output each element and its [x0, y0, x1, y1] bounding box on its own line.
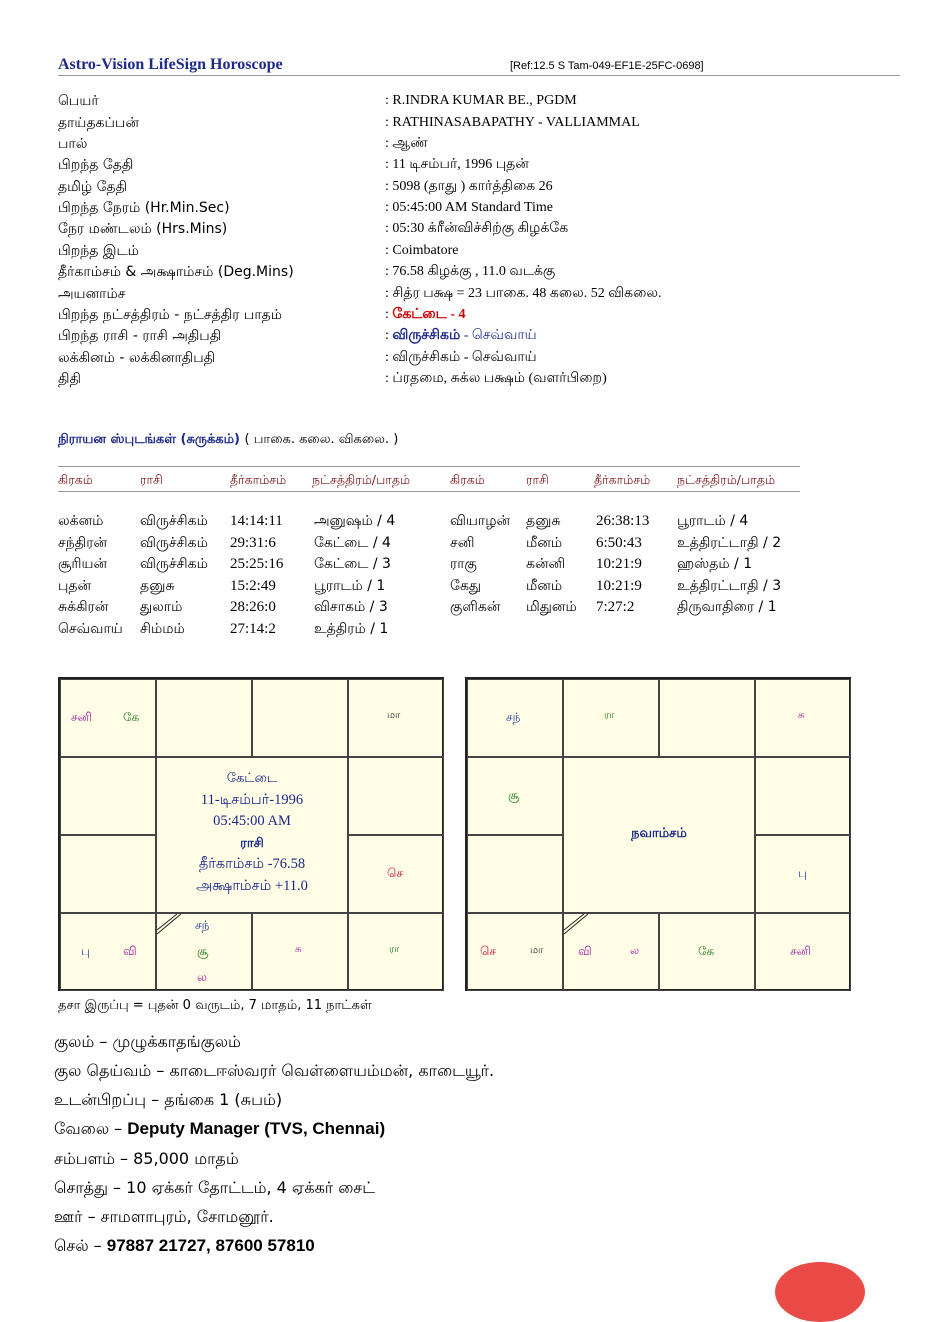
- center-chart-name: ராசி: [240, 835, 264, 851]
- planet-glyph: பு: [81, 944, 90, 958]
- dasha-balance: தசா இருப்பு = புதன் 0 வருடம், 7 மாதம், 11 நாட்கள்: [58, 998, 372, 1013]
- positions-subtitle: ( பாகை. கலை. விகலை. ): [244, 432, 399, 447]
- planet-glyph: சு: [295, 944, 302, 955]
- detail-value: : 05:45:00 AM Standard Time: [385, 200, 554, 215]
- planet-rasi: விருச்சிகம்: [140, 556, 208, 572]
- detail-value: [385, 328, 537, 344]
- planet-star: உத்திரட்டாதி / 2: [677, 535, 782, 551]
- planet-rasi: மீனம்: [526, 578, 563, 594]
- info-value: முழுக்காதங்குலம்: [112, 1032, 241, 1051]
- planet-glyph: சனி: [71, 710, 92, 724]
- detail-label: தீர்காம்சம் & அக்ஷாம்சம் (Deg.Mins): [58, 264, 294, 280]
- header-divider: [58, 75, 900, 76]
- rasi-center: [156, 757, 348, 913]
- floating-action-button[interactable]: [775, 1262, 865, 1322]
- rasi-house-kanni: [348, 913, 444, 991]
- planet-glyph: செ: [387, 866, 403, 880]
- detail-value: : சித்ர பக்ஷ = 23 பாகை. 48 கலை. 52 விகலை.: [385, 286, 662, 301]
- col-header: கிரகம்: [450, 472, 485, 487]
- planet-rasi: தனுசு: [140, 578, 175, 594]
- col-header: நட்சத்திரம்/பாதம்: [677, 472, 776, 487]
- planet-star: அனுஷம் / 4: [314, 513, 396, 529]
- rasi-house-mesham: [156, 679, 252, 757]
- info-value: காடைஈஸ்வரர் வெள்ளையம்மன், காடையூர்.: [169, 1061, 495, 1080]
- detail-value: : 76.58 கிழக்கு , 11.0 வடக்கு: [385, 264, 556, 279]
- col-header: ராசி: [140, 472, 163, 487]
- rasi-chart: [58, 677, 444, 991]
- planet-glyph: சனி: [790, 944, 811, 958]
- detail-value: : விருச்சிகம் - செவ்வாய்: [385, 350, 537, 365]
- planet-glyph: செ: [480, 944, 496, 958]
- document-title: Astro-Vision LifeSign Horoscope: [58, 56, 283, 73]
- planet-star: உத்திரம் / 1: [314, 621, 389, 637]
- info-label: உடன்பிறப்பு –: [54, 1090, 165, 1109]
- planet-rasi: சிம்மம்: [140, 621, 185, 637]
- info-label: குலம் –: [54, 1032, 113, 1051]
- planet-glyph: சந்: [195, 918, 210, 932]
- reference-code: [Ref:12.5 S Tam-049-EF1E-25FC-0698]: [510, 60, 704, 72]
- planet-star: கேட்டை / 3: [314, 556, 391, 572]
- planet-glyph: ல: [197, 970, 207, 984]
- center-longitude: தீர்காம்சம் -76.58: [198, 856, 306, 872]
- planet-rasi: துலாம்: [140, 599, 183, 615]
- detail-label: பால்: [58, 136, 88, 152]
- navamsa-house-meenam: [467, 679, 563, 757]
- detail-label: பிறந்த நேரம் (Hr.Min.Sec): [58, 200, 230, 216]
- detail-label: தமிழ் தேதி: [58, 179, 128, 195]
- planet-glyph: மா: [530, 945, 544, 956]
- detail-value: : Coimbatore: [385, 243, 459, 258]
- detail-label: பிறந்த நட்சத்திரம் - நட்சத்திர பாதம்: [58, 307, 283, 323]
- rasi-house-mithunam: [348, 679, 444, 757]
- detail-colon: :: [385, 328, 389, 343]
- planet-glyph: ரா: [604, 710, 615, 721]
- positions-title: [58, 432, 398, 448]
- info-line: [54, 1061, 494, 1082]
- detail-value: [385, 307, 465, 323]
- info-value: Deputy Manager (TVS, Chennai): [127, 1119, 386, 1138]
- planet-long: 7:27:2: [596, 599, 635, 615]
- navamsa-house-vrischikam: [563, 913, 659, 991]
- planet-glyph: பு: [798, 866, 807, 880]
- planet-glyph: வி: [578, 944, 592, 958]
- planet-long: 27:14:2: [230, 621, 276, 637]
- planet-glyph: சு: [798, 710, 805, 721]
- navamsa-center: [563, 757, 755, 913]
- lagna-marker-icon: [157, 914, 183, 936]
- planet-glyph: மா: [387, 710, 401, 721]
- detail-label: பெயர்: [58, 93, 99, 109]
- rasi-lord: - செவ்வாய்: [460, 328, 537, 343]
- detail-value: : 5098 (தாது ) கார்த்திகை 26: [385, 179, 553, 194]
- info-label: குல தெய்வம் –: [54, 1061, 170, 1080]
- info-value: தங்கை 1 (சுபம்): [164, 1090, 283, 1109]
- detail-value: : ஆண்: [385, 136, 428, 151]
- center-latitude: அக்ஷாம்சம் +11.0: [196, 877, 308, 894]
- planet-star: பூராடம் / 4: [677, 513, 749, 529]
- info-line: [54, 1236, 315, 1257]
- rasi-house-simmam: [348, 835, 444, 913]
- planet-star: ஹஸ்தம் / 1: [677, 556, 753, 572]
- center-star: கேட்டை: [226, 771, 278, 786]
- info-value: சாமளாபுரம், சோமனூர்.: [100, 1207, 274, 1226]
- planet-long: 6:50:43: [596, 535, 642, 551]
- detail-label: லக்கினம் - லக்கினாதிபதி: [58, 350, 216, 366]
- planet-name: புதன்: [58, 578, 92, 594]
- info-line: [54, 1178, 375, 1199]
- navamsa-house-kanni: [755, 913, 851, 991]
- navamsa-house-mithunam: [755, 679, 851, 757]
- detail-label: திதி: [58, 371, 81, 387]
- detail-value: : 05:30 க்ரீன்விச்சிற்கு கிழக்கே: [385, 221, 569, 236]
- info-label: சொத்து –: [54, 1178, 127, 1197]
- info-line: [54, 1032, 241, 1053]
- planet-name: சூரியன்: [58, 556, 108, 572]
- planet-long: 28:26:0: [230, 599, 276, 615]
- detail-value: : ப்ரதமை, சுக்ல பக்ஷம் (வளர்பிறை): [385, 371, 607, 386]
- planet-glyph: ல: [630, 944, 640, 957]
- planet-long: 10:21:9: [596, 578, 642, 594]
- planet-rasi: தனுசு: [526, 513, 561, 529]
- detail-value: : RATHINASABAPATHY - VALLIAMMAL: [385, 115, 640, 130]
- rasi-house-rishabam: [252, 679, 348, 757]
- navamsa-house-makaram: [467, 835, 563, 913]
- navamsa-house-rishabam: [659, 679, 755, 757]
- detail-colon: :: [385, 307, 389, 322]
- planet-rasi: மிதுனம்: [526, 599, 577, 615]
- navamsa-house-kumbam: [467, 757, 563, 835]
- navamsa-title: நவாம்சம்: [631, 826, 687, 841]
- info-line: [54, 1149, 239, 1170]
- info-label: சம்பளம் –: [54, 1149, 134, 1168]
- positions-title-text: நிராயன ஸ்புடங்கள் (சுருக்கம்): [58, 432, 240, 447]
- table-top-rule: [58, 466, 800, 467]
- planet-rasi: மீனம்: [526, 535, 563, 551]
- planet-name: லக்னம்: [58, 513, 104, 529]
- col-header: ராசி: [526, 472, 549, 487]
- detail-label: பிறந்த ராசி - ராசி அதிபதி: [58, 328, 222, 344]
- rasi-house-dhanus: [60, 913, 156, 991]
- planet-long: 26:38:13: [596, 513, 650, 529]
- detail-value: : R.INDRA KUMAR BE., PGDM: [385, 93, 577, 108]
- detail-label: பிறந்த இடம்: [58, 243, 139, 259]
- lagna-marker-icon: [564, 914, 590, 936]
- info-label: வேலை –: [54, 1119, 128, 1138]
- info-value: 10 ஏக்கர் தோட்டம், 4 ஏக்கர் சைட்: [126, 1178, 375, 1197]
- rasi-name: விருச்சிகம்: [392, 328, 461, 343]
- planet-glyph: சூ: [508, 788, 520, 802]
- center-time: 05:45:00 AM: [213, 813, 291, 829]
- rasi-house-vrischikam: [156, 913, 252, 991]
- navamsa-house-dhanus: [467, 913, 563, 991]
- planet-long: 10:21:9: [596, 556, 642, 572]
- info-line: [54, 1207, 274, 1228]
- navamsa-chart: [465, 677, 851, 991]
- planet-glyph: கே: [698, 944, 715, 958]
- navamsa-house-kadagam: [755, 757, 851, 835]
- rasi-house-kadagam: [348, 757, 444, 835]
- planet-name: குளிகன்: [450, 599, 501, 615]
- rasi-house-meenam: [60, 679, 156, 757]
- planet-star: பூராடம் / 1: [314, 578, 386, 594]
- navamsa-house-thulam: [659, 913, 755, 991]
- detail-value: : 11 டிசம்பர், 1996 புதன்: [385, 157, 529, 172]
- planet-glyph: ரா: [389, 944, 400, 955]
- info-label: ஊர் –: [54, 1207, 101, 1226]
- planet-star: உத்திரட்டாதி / 3: [677, 578, 782, 594]
- planet-rasi: கன்னி: [526, 556, 566, 572]
- col-header: தீர்காம்சம்: [594, 472, 651, 487]
- planet-rasi: விருச்சிகம்: [140, 513, 208, 529]
- table-header-rule: [58, 491, 800, 492]
- planet-name: கேது: [450, 578, 482, 594]
- rasi-house-thulam: [252, 913, 348, 991]
- planet-long: 15:2:49: [230, 578, 276, 594]
- planet-star: கேட்டை / 4: [314, 535, 391, 551]
- planet-name: சுக்கிரன்: [58, 599, 109, 615]
- planet-glyph: வி: [123, 944, 137, 958]
- info-value: 85,000 மாதம்: [133, 1149, 239, 1168]
- planet-glyph: சூ: [197, 944, 209, 958]
- planet-rasi: விருச்சிகம்: [140, 535, 208, 551]
- planet-name: ராகு: [450, 556, 477, 572]
- col-header: நட்சத்திரம்/பாதம்: [312, 472, 411, 487]
- navamsa-house-simmam: [755, 835, 851, 913]
- rasi-house-makaram: [60, 835, 156, 913]
- planet-long: 29:31:6: [230, 535, 276, 551]
- planet-star: விசாகம் / 3: [314, 599, 388, 615]
- planet-name: வியாழன்: [450, 513, 511, 529]
- planet-glyph: சந்: [506, 710, 521, 724]
- birth-star: கேட்டை - 4: [392, 307, 466, 322]
- detail-label: தாய்தகப்பன்: [58, 115, 139, 131]
- planet-name: சனி: [450, 535, 475, 551]
- info-line: [54, 1119, 385, 1140]
- planet-long: 14:14:11: [230, 513, 283, 529]
- navamsa-house-mesham: [563, 679, 659, 757]
- detail-label: அயனாம்ச: [58, 286, 126, 302]
- info-label: செல் –: [54, 1236, 107, 1255]
- info-value: 97887 21727, 87600 57810: [106, 1236, 315, 1255]
- col-header: தீர்காம்சம்: [230, 472, 287, 487]
- detail-label: பிறந்த தேதி: [58, 157, 134, 173]
- detail-label: நேர மண்டலம் (Hrs.Mins): [58, 221, 228, 237]
- info-line: [54, 1090, 282, 1111]
- planet-long: 25:25:16: [230, 556, 284, 572]
- planet-name: சந்திரன்: [58, 535, 108, 551]
- col-header: கிரகம்: [58, 472, 93, 487]
- planet-glyph: கே: [123, 710, 140, 724]
- rasi-house-kumbam: [60, 757, 156, 835]
- planet-star: திருவாதிரை / 1: [677, 599, 777, 615]
- planet-name: செவ்வாய்: [58, 621, 123, 637]
- center-date: 11-டிசம்பர்-1996: [200, 791, 304, 808]
